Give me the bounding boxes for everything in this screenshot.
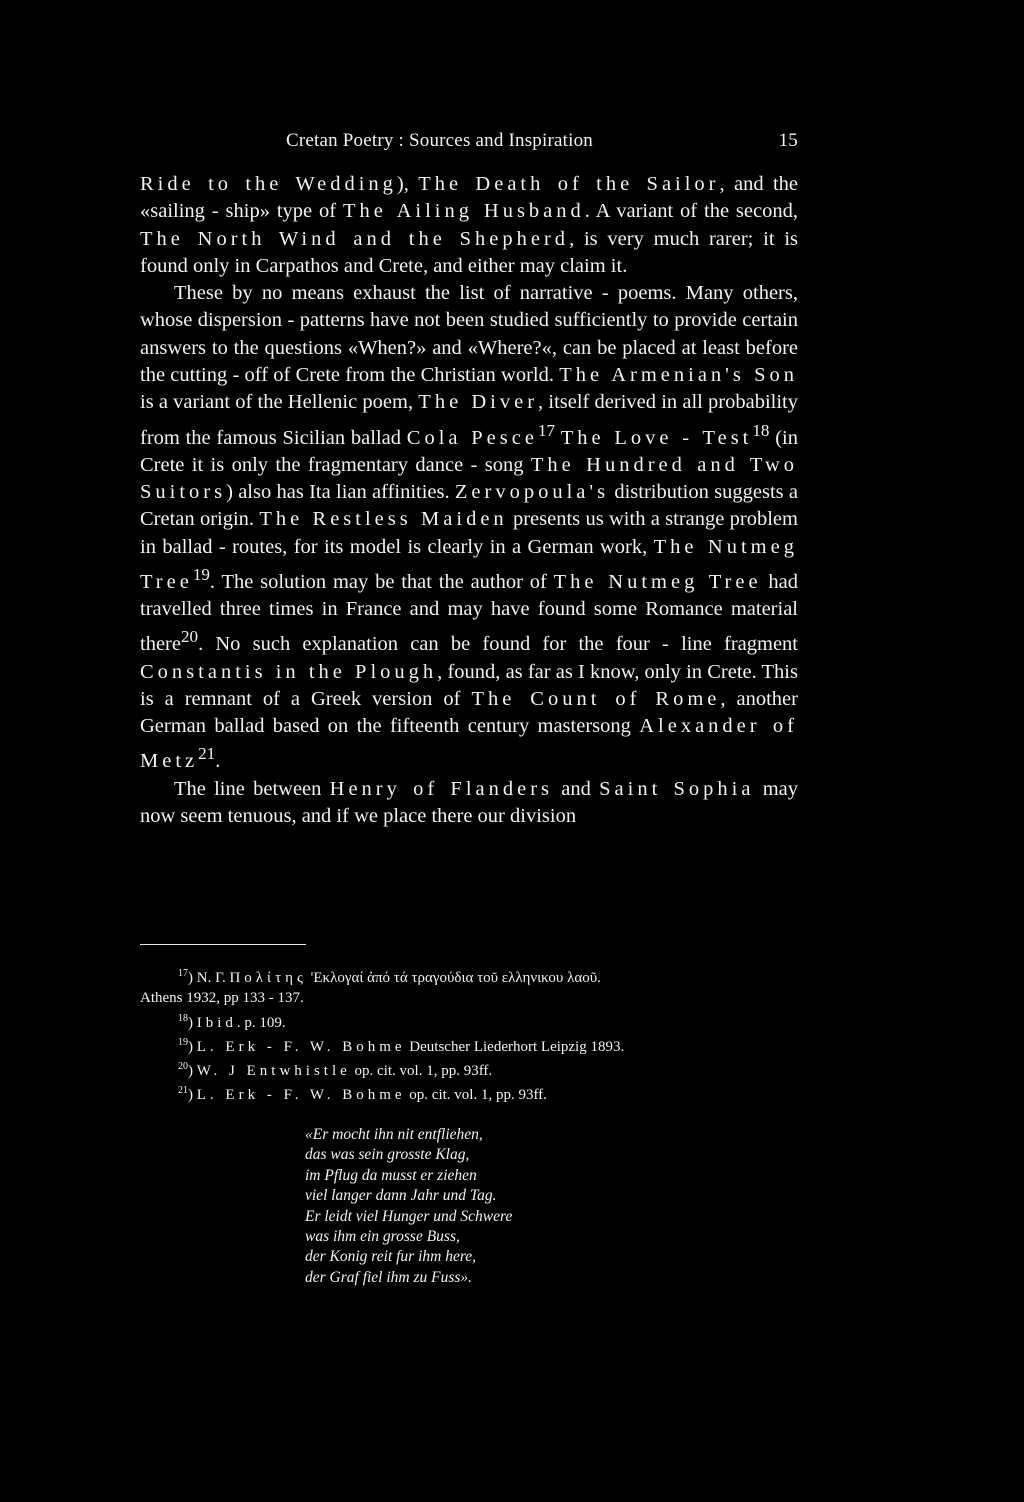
spaced-title: The Restless Maiden (259, 508, 508, 531)
text-run: . No such explanation can be found for the four - line fragment (198, 633, 798, 656)
footnote (140, 1009, 810, 1033)
text-run: 'Εκλογαί ἀπό τά τραγούδια τοῦ ελληνικου λαοῦ. (306, 970, 601, 986)
text-run: The line between (174, 777, 330, 800)
text-run: , itself derived in all probability from the famous Sicilian ballad (140, 391, 799, 449)
footnote (140, 1057, 810, 1081)
text-run: Athens 1932, pp 133 - 137. (140, 990, 304, 1007)
spaced-title: The North Wind and the Shepherd (140, 227, 570, 250)
footnote-ref: 18 (752, 420, 770, 440)
quote-line: «Er mocht ihn nit entfliehen, (305, 1126, 483, 1143)
text-run: , and the «sailing - ship» type of (140, 173, 798, 223)
text-run: ) (188, 1087, 197, 1104)
spaced-title: L. Erk - F. W. Bohme (196, 1038, 406, 1055)
spaced-title: The Nutmeg Tree (553, 570, 762, 593)
spaced-title: The Death of the Sailor (418, 173, 720, 195)
text-run: , found, as far as I know, only in Crete. This is a remnant of a Greek version of (140, 660, 798, 710)
text-run: ) also has Ita lian affinities. (226, 481, 455, 504)
footnote-separator (140, 944, 306, 945)
text-run: had travelled three times in France and may have found some Romance material there (140, 570, 798, 656)
footnote-ref: 21 (178, 1085, 188, 1097)
footnote-ref: 19 (178, 1036, 188, 1048)
spaced-title: The Diver (418, 391, 539, 414)
spaced-title: Saint Sophia (599, 777, 755, 800)
quote-line: das was sein grosste Klag, (305, 1146, 470, 1164)
ballad-quotation (305, 1125, 725, 1288)
footnotes (140, 964, 810, 1106)
spaced-title: Ibid (196, 1014, 237, 1031)
paragraph (140, 171, 798, 280)
spaced-title: The Count of Rome (471, 687, 721, 710)
footnote-continuation (140, 988, 810, 1008)
text-run: (in Crete it is only the fragmentary dance - song (140, 426, 799, 476)
text-run: op. cit. vol. 1, pp. 93ff. (350, 1063, 493, 1080)
text-run: op. cit. vol. 1, pp. 93ff. (405, 1087, 547, 1104)
text-run: ) (188, 1063, 197, 1080)
quote-line: was ihm ein grosse Buss, (305, 1228, 460, 1246)
quote-line: viel langer dann Jahr und Tag. (305, 1187, 497, 1205)
footnote (140, 964, 810, 988)
text-run: These by no means exhaust the list of narrative - poems. Many others, whose dispersion - patterns have not been studied sufficiently to provide certain answers to the questions «When?» and «Where?«, can be placed at least before the cutting - off of Crete from the Christian world. (140, 282, 798, 387)
text-run: ) N. Γ. (188, 970, 230, 986)
footnote (140, 1033, 810, 1057)
quote-line: im Pflug da musst er ziehen (305, 1166, 477, 1184)
spaced-title: The Love - Test (560, 426, 753, 449)
text-run: . (215, 750, 221, 773)
footnote-ref: 21 (198, 744, 216, 764)
spaced-title: Zervopoula's (454, 481, 610, 504)
text-run: ) (188, 1038, 197, 1055)
text-run: may now seem tenuous, and if we place there our division (140, 777, 798, 827)
text-run: ) (188, 1014, 197, 1031)
spaced-title: W. J Entwhistle (196, 1063, 351, 1080)
spaced-title: The Ailing Husband (342, 200, 585, 223)
page-number: 15 (778, 130, 798, 151)
spaced-title: Cola Pesce (406, 426, 538, 449)
footnote-ref: 20 (178, 1061, 188, 1073)
text-run: , another German ballad based on the fifteenth century mastersong (140, 687, 798, 738)
spaced-title: Alexander of Metz (140, 715, 798, 773)
text-run: and (553, 777, 600, 800)
body-text (140, 171, 798, 830)
text-run: is a variant of the Hellenic poem, (140, 391, 419, 414)
spaced-title: The Nutmeg Tree (140, 535, 798, 593)
text-run: distribution suggests a Cretan origin. (140, 481, 799, 531)
spaced-title: Ride to the Wedding (140, 173, 397, 195)
text-run: . p. 109. (236, 1014, 286, 1031)
running-header (286, 130, 798, 152)
text-run: presents us with a strange problem in ballad - routes, for its model is clearly in a German work, (140, 508, 798, 558)
spaced-title: Henry of Flanders (329, 777, 554, 800)
text-run: . The solution may be that the author of (209, 570, 554, 593)
footnote-ref: 17 (537, 420, 556, 440)
text-run: . A variant of the second, (584, 200, 798, 223)
footnote-ref: 19 (192, 564, 210, 584)
spaced-title: The Armenian's Son (559, 364, 798, 387)
text-run: Deutscher Liederhort Leipzig 1893. (405, 1038, 625, 1055)
running-title: Cretan Poetry : Sources and Inspiration (286, 130, 593, 151)
quote-line: der Graf fiel ihm zu Fuss». (305, 1268, 473, 1286)
quote-line: Er leidt viel Hunger und Schwere (305, 1207, 513, 1225)
spaced-title: The Hundred and Two Suitors (140, 453, 799, 504)
spaced-title: Constantis in the Plough (140, 660, 438, 683)
paragraph (140, 776, 798, 831)
text-run: , is very much rarer; it is found only in Carpathos and Crete, and either may claim it. (140, 227, 798, 277)
footnote (140, 1081, 810, 1105)
text-run: ), (396, 173, 419, 195)
quote-line: der Konig reit fur ihm here, (305, 1248, 477, 1266)
footnote-ref: 18 (178, 1012, 188, 1024)
footnote-ref: 17 (178, 968, 188, 979)
footnote-ref: 20 (180, 627, 199, 647)
paragraph (140, 280, 798, 775)
spaced-title: Πολίτης (229, 970, 307, 986)
spaced-title: L. Erk - F. W. Bohme (196, 1087, 406, 1104)
